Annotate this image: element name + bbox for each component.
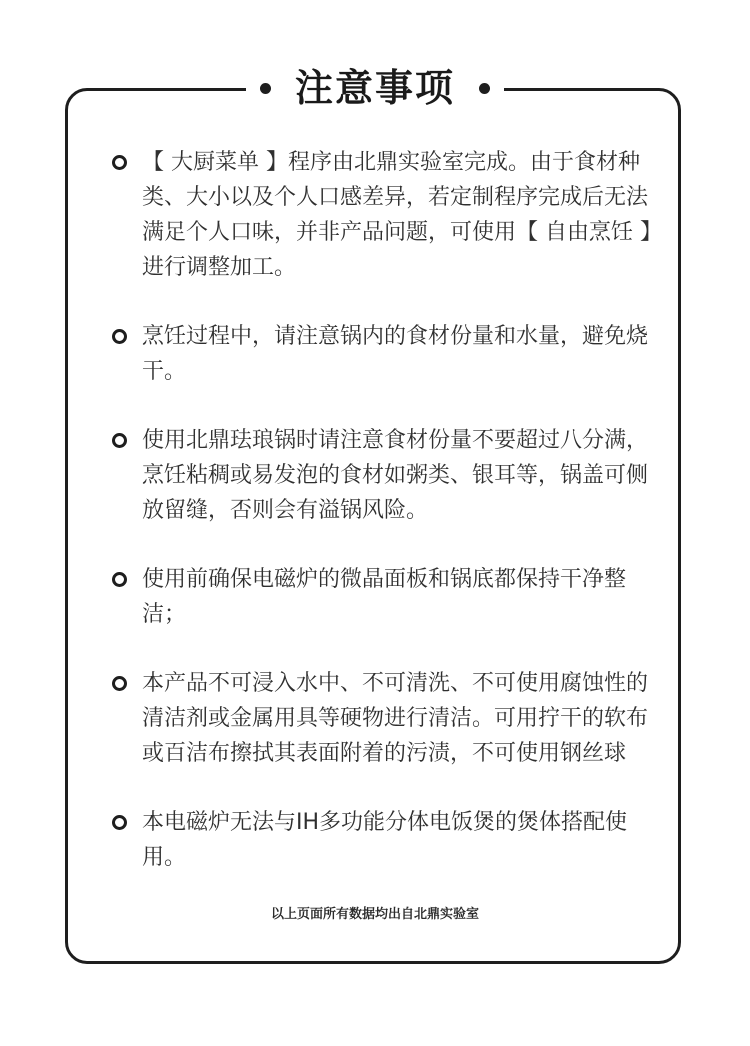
title-inner	[246, 56, 504, 120]
footer-note: 以上页面所有数据均出自北鼎实验室	[270, 907, 479, 922]
list-item-text: 【 大厨菜单 】程序由北鼎实验室完成。由于食材种类、大小以及个人口感差异，若定制程序完成后无法满足个人口味，并非产品问题，可使用【 自由烹饪 】进行调整加工。	[142, 150, 651, 280]
list-item	[108, 805, 653, 875]
left-dot-icon	[260, 83, 271, 94]
hollow-circle-bullet-icon	[112, 329, 127, 344]
list-item	[108, 666, 653, 771]
list-item-text: 本产品不可浸入水中、不可清洗、不可使用腐蚀性的清洁剂或金属用具等硬物进行清洁。可用拧干的软布或百洁布擦拭其表面附着的污渍，不可使用钢丝球	[142, 671, 649, 766]
right-dot-icon	[479, 83, 490, 94]
page-title: 注意事项	[294, 66, 455, 110]
hollow-circle-bullet-icon	[112, 676, 127, 691]
list-item	[108, 423, 653, 528]
list-item	[108, 562, 653, 632]
list-item-text: 使用前确保电磁炉的微晶面板和锅底都保持干净整洁；	[142, 567, 627, 627]
notice-list	[108, 145, 653, 909]
list-item	[108, 145, 653, 285]
list-item-text: 使用北鼎珐琅锅时请注意食材份量不要超过八分满，烹饪粘稠或易发泡的食材如粥类、银耳等，锅盖可侧放留缝，否则会有溢锅风险。	[142, 428, 649, 523]
title-bar	[0, 56, 750, 120]
hollow-circle-bullet-icon	[112, 155, 127, 170]
list-item-text: 本电磁炉无法与IH多功能分体电饭煲的煲体搭配使用。	[142, 810, 628, 870]
hollow-circle-bullet-icon	[112, 572, 127, 587]
hollow-circle-bullet-icon	[112, 815, 127, 830]
list-item	[108, 319, 653, 389]
hollow-circle-bullet-icon	[112, 433, 127, 448]
list-item-text: 烹饪过程中，请注意锅内的食材份量和水量，避免烧干。	[142, 324, 649, 384]
